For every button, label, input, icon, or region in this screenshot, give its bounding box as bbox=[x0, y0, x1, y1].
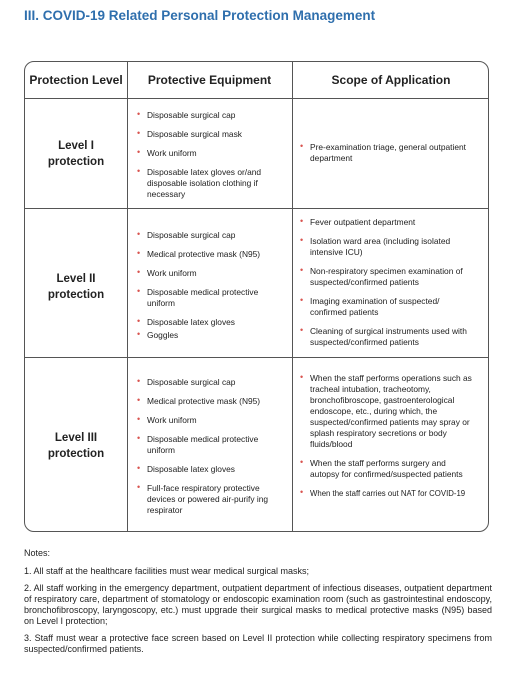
list-item: • Medical protective mask (N95) bbox=[137, 248, 261, 259]
header-scope-of-application: Scope of Application bbox=[331, 73, 451, 87]
list-item: • Cleaning of surgical instruments used with suspected/confirmed patients bbox=[300, 325, 467, 347]
bullet-icon: • bbox=[137, 248, 141, 258]
bullet-icon: • bbox=[137, 267, 141, 277]
list-item: • Disposable medical protective uniform bbox=[137, 286, 259, 308]
list-item: • Medical protective mask (N95) bbox=[137, 395, 261, 406]
list-item: • Work uniform bbox=[137, 414, 197, 425]
notes-section bbox=[24, 548, 492, 661]
list-item: • Work uniform bbox=[137, 147, 197, 158]
level-suffix: protection bbox=[47, 289, 105, 301]
level-suffix: protection bbox=[47, 448, 105, 460]
bullet-icon: • bbox=[300, 487, 304, 497]
header-protection-level: Protection Level bbox=[29, 73, 123, 87]
list-item: • Disposable surgical cap bbox=[137, 376, 236, 387]
bullet-icon: • bbox=[300, 457, 304, 467]
list-item: • Disposable surgical mask bbox=[137, 128, 242, 139]
list-item: • Disposable medical protective uniform bbox=[137, 433, 259, 455]
bullet-icon: • bbox=[300, 295, 304, 305]
header-protective-equipment: Protective Equipment bbox=[147, 73, 272, 87]
bullet-icon: • bbox=[137, 376, 141, 386]
bullet-icon: • bbox=[137, 128, 141, 138]
list-item: • When the staff carries out NAT for COVID-19 bbox=[300, 487, 466, 498]
level-3-scope-list bbox=[297, 373, 477, 507]
bullet-icon: • bbox=[300, 372, 304, 382]
bullet-icon: • bbox=[137, 395, 141, 405]
level-1-scope-list bbox=[297, 142, 477, 172]
bullet-icon: • bbox=[137, 414, 141, 424]
bullet-icon: • bbox=[137, 329, 141, 339]
page-title: III. COVID-19 Related Personal Protection Management bbox=[24, 8, 376, 23]
level-2-equipment-list bbox=[134, 230, 284, 349]
list-item: • Disposable latex gloves bbox=[137, 316, 235, 327]
level-2-scope-list bbox=[297, 217, 477, 356]
list-item: • Isolation ward area (including isolated intensive ICU) bbox=[300, 235, 451, 257]
bullet-icon: • bbox=[137, 286, 141, 296]
level-3-label bbox=[25, 430, 127, 462]
column-divider bbox=[127, 62, 128, 531]
level-2-label bbox=[25, 271, 127, 303]
list-item: • Disposable surgical cap bbox=[137, 109, 236, 120]
level-name: Level III bbox=[54, 432, 98, 444]
list-item: • Disposable latex gloves or/and disposable isolation clothing if necessary bbox=[137, 166, 262, 199]
level-name: Level I bbox=[58, 140, 94, 152]
list-item: • Imaging examination of suspected/ confirmed patients bbox=[300, 295, 440, 317]
note-item: 1. All staff at the healthcare facilities must wear medical surgical masks; bbox=[24, 566, 309, 576]
bullet-icon: • bbox=[137, 109, 141, 119]
level-1-equipment-list bbox=[134, 110, 280, 208]
bullet-icon: • bbox=[137, 166, 141, 176]
list-item: • When the staff performs operations such as tracheal intubation, tracheotomy, bronchofibroscope, gastroenterological endoscope, etc., during which, the suspected/confirmed patients may spray or splash respiratory secretions or body fluids/blood bbox=[300, 372, 472, 449]
row-divider bbox=[25, 208, 488, 209]
protection-table bbox=[24, 61, 489, 532]
column-divider bbox=[292, 62, 293, 531]
bullet-icon: • bbox=[300, 141, 304, 151]
list-item: • Non-respiratory specimen examination of suspected/confirmed patients bbox=[300, 265, 463, 287]
bullet-icon: • bbox=[137, 463, 141, 473]
notes-label: Notes: bbox=[24, 548, 51, 558]
bullet-icon: • bbox=[300, 265, 304, 275]
list-item: • Work uniform bbox=[137, 267, 197, 278]
bullet-icon: • bbox=[300, 235, 304, 245]
level-suffix: protection bbox=[47, 156, 105, 168]
list-item: • Fever outpatient department bbox=[300, 216, 416, 227]
level-3-equipment-list bbox=[134, 377, 284, 524]
list-item: • Full-face respiratory protective devices or powered air-purify ing respirator bbox=[137, 482, 269, 515]
bullet-icon: • bbox=[137, 482, 141, 492]
note-item: 2. All staff working in the emergency department, outpatient department of infectious diseases, outpatient department of respiratory care, department of stomatology or endoscopic examination room (such as gastrointestinal endoscopy, bronchofibroscopy, laryngoscopy, etc.) must upgrade their surgical masks to medical protective masks (N95) based on Level I protection; bbox=[24, 583, 492, 626]
bullet-icon: • bbox=[300, 325, 304, 335]
bullet-icon: • bbox=[137, 433, 141, 443]
bullet-icon: • bbox=[137, 147, 141, 157]
row-divider bbox=[25, 357, 488, 358]
note-item: 3. Staff must wear a protective face screen based on Level II protection while collecting respiratory specimens from suspected/confirmed patients. bbox=[24, 633, 492, 654]
list-item: • When the staff performs surgery and autopsy for confirmed/suspected patients bbox=[300, 457, 463, 479]
list-item: • Disposable latex gloves bbox=[137, 463, 235, 474]
bullet-icon: • bbox=[137, 229, 141, 239]
bullet-icon: • bbox=[300, 216, 304, 226]
bullet-icon: • bbox=[137, 316, 141, 326]
list-item: • Disposable surgical cap bbox=[137, 229, 236, 240]
list-item: • Pre-examination triage, general outpatient department bbox=[300, 141, 466, 163]
level-1-label bbox=[25, 138, 127, 170]
list-item: • Goggles bbox=[137, 329, 179, 340]
row-divider bbox=[25, 98, 488, 99]
level-name: Level II bbox=[56, 273, 96, 285]
